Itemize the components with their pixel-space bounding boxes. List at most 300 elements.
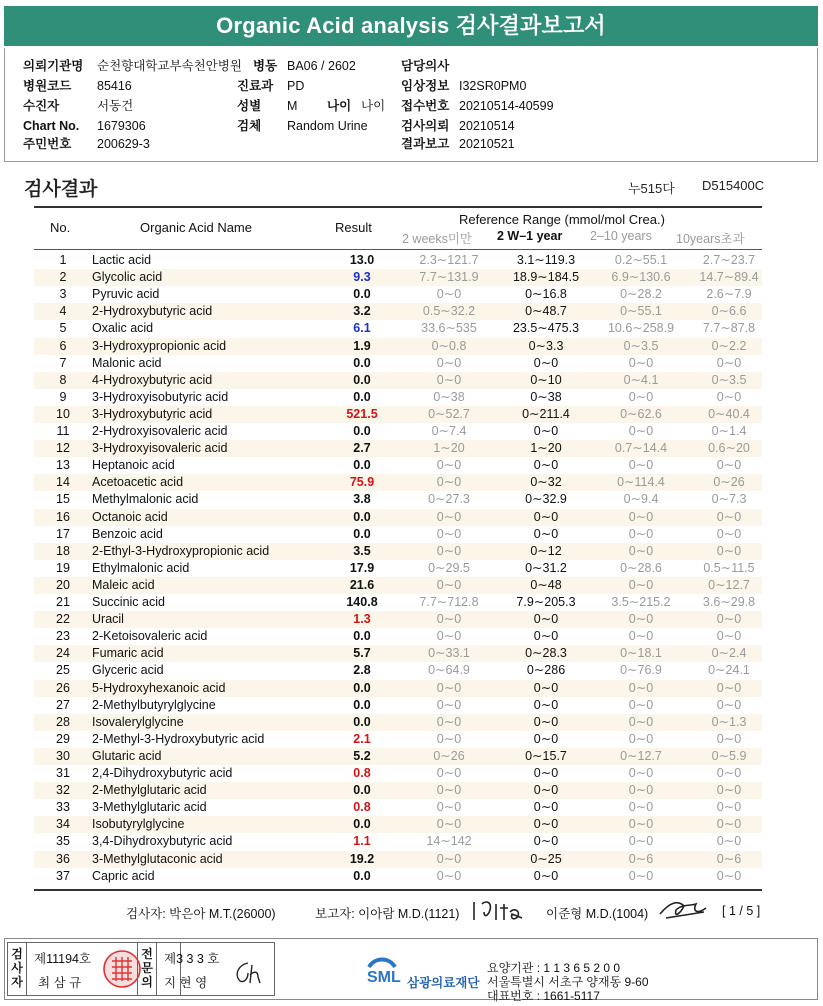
cell-range-2w-1y: 0∼25 xyxy=(530,851,562,866)
cell-acid-name: 2-Hydroxybutyric acid xyxy=(92,304,213,319)
cell-acid-name: Glutaric acid xyxy=(92,748,162,763)
cell-result: 3.5 xyxy=(353,543,371,558)
cell-result: 0.0 xyxy=(353,355,371,370)
cell-range-2-10y: 3.5∼215.2 xyxy=(611,595,671,609)
table-row xyxy=(34,697,762,714)
specimen-label: 검체 xyxy=(237,119,262,133)
cell-range-2-10y: 0∼76.9 xyxy=(620,663,662,678)
cell-range-2-10y: 0∼0 xyxy=(628,355,654,370)
cell-result: 0.0 xyxy=(353,526,371,541)
cell-result: 0.0 xyxy=(353,372,371,387)
cell-range-over-10y: 2.6∼7.9 xyxy=(706,287,752,302)
sex-label: 성별 xyxy=(237,99,262,113)
cell-range-under-2-weeks: 0∼26 xyxy=(433,748,465,763)
cell-range-2-10y: 0.2∼55.1 xyxy=(614,253,668,267)
table-row xyxy=(34,816,762,833)
clinical-info-value: I32SR0PM0 xyxy=(459,79,527,93)
cell-result: 1.1 xyxy=(353,834,371,849)
cell-range-2w-1y: 0∼16.8 xyxy=(525,287,567,302)
cell-no: 31 xyxy=(56,766,70,780)
cell-acid-name: 3,4-Dihydroxybutyric acid xyxy=(92,834,233,849)
cell-acid-name: 2-Methyl-3-Hydroxybutyric acid xyxy=(92,731,265,746)
age-group-3: 2–10 years xyxy=(590,229,652,243)
tester-box-divider xyxy=(26,943,27,995)
table-row xyxy=(34,543,762,560)
cell-range-under-2-weeks: 0∼0 xyxy=(436,697,462,712)
table-row xyxy=(34,286,762,303)
cell-range-under-2-weeks: 0∼0 xyxy=(436,680,462,695)
cell-acid-name: Acetoacetic acid xyxy=(92,475,184,490)
cell-acid-name: Oxalic acid xyxy=(92,321,154,336)
organization-phone: 대표번호 : 1661-5117 xyxy=(487,989,600,1003)
cell-range-under-2-weeks: 0∼29.5 xyxy=(428,560,470,575)
table-row xyxy=(34,320,762,337)
cell-result: 6.1 xyxy=(353,321,371,336)
cell-result: 140.8 xyxy=(346,595,378,609)
table-row xyxy=(34,474,762,491)
cell-range-under-2-weeks: 0∼0 xyxy=(436,458,462,473)
cell-no: 4 xyxy=(59,304,67,319)
cell-range-2-10y: 0.7∼14.4 xyxy=(614,441,668,456)
header-rule xyxy=(34,249,762,250)
cell-range-2-10y: 0∼0 xyxy=(628,868,654,883)
cell-result: 0.0 xyxy=(353,697,371,712)
cell-range-2w-1y: 0∼0 xyxy=(533,697,559,712)
cell-range-over-10y: 0∼2.2 xyxy=(711,338,747,353)
cell-range-over-10y: 0∼0 xyxy=(716,509,742,524)
table-row xyxy=(34,851,762,868)
cell-result: 0.0 xyxy=(353,287,371,302)
cell-range-under-2-weeks: 0∼64.9 xyxy=(428,663,470,678)
cell-range-2w-1y: 0∼0 xyxy=(533,612,559,627)
cell-no: 8 xyxy=(59,372,67,387)
cell-range-2w-1y: 0∼0 xyxy=(533,680,559,695)
reporter-signature: 보고자: 이아람 M.D.(1121) xyxy=(315,907,460,921)
cell-range-2w-1y: 0∼48.7 xyxy=(525,304,567,319)
cell-result: 13.0 xyxy=(349,253,375,267)
cell-range-2w-1y: 0∼31.2 xyxy=(525,560,567,575)
chart-no-value: 1679306 xyxy=(97,119,146,133)
cell-range-under-2-weeks: 0∼27.3 xyxy=(428,492,470,507)
cell-result: 0.0 xyxy=(353,458,371,473)
col-header-name: Organic Acid Name xyxy=(140,220,252,235)
cell-range-under-2-weeks: 0∼0 xyxy=(436,868,462,883)
organization-name: 삼광의료재단 xyxy=(407,976,480,990)
cell-range-2w-1y: 0∼211.4 xyxy=(522,406,570,421)
reference-range-title: Reference Range (mmol/mol Crea.) xyxy=(459,212,665,227)
cell-range-under-2-weeks: 0∼0 xyxy=(436,629,462,644)
cell-range-under-2-weeks: 33.6∼535 xyxy=(421,321,477,336)
cell-range-under-2-weeks: 0∼0 xyxy=(436,526,462,541)
sex-value: M xyxy=(287,99,298,113)
cell-acid-name: Heptanoic acid xyxy=(92,458,175,473)
cell-range-2-10y: 0∼4.1 xyxy=(623,372,659,387)
specialist-license-box xyxy=(137,942,275,996)
cell-range-over-10y: 0∼0 xyxy=(716,783,742,798)
cell-range-2-10y: 0∼62.6 xyxy=(620,406,662,421)
official-seal-icon xyxy=(102,949,142,989)
cell-range-2w-1y: 0∼10 xyxy=(530,372,562,387)
cell-range-2-10y: 0∼0 xyxy=(628,526,654,541)
cell-no: 11 xyxy=(56,424,70,438)
table-row xyxy=(34,560,762,577)
cell-range-over-10y: 0.6∼20 xyxy=(708,441,750,456)
cell-range-2-10y: 0∼0 xyxy=(628,800,654,815)
hospital-code-label: 병원코드 xyxy=(23,79,72,93)
cell-acid-name: 2,4-Dihydroxybutyric acid xyxy=(92,766,233,780)
cell-no: 28 xyxy=(56,714,70,729)
cell-range-2w-1y: 0∼0 xyxy=(533,868,559,883)
cell-range-2w-1y: 23.5∼475.3 xyxy=(512,321,580,336)
cell-result: 0.0 xyxy=(353,509,371,524)
cell-range-under-2-weeks: 0∼52.7 xyxy=(428,406,470,421)
cell-range-over-10y: 0∼26 xyxy=(713,475,745,490)
cell-range-2-10y: 10.6∼258.9 xyxy=(607,321,675,336)
cell-result: 5.7 xyxy=(353,646,371,661)
cell-range-over-10y: 0∼5.9 xyxy=(711,748,747,763)
specialist-vertical-label: 전문의 xyxy=(141,947,153,989)
cell-range-2w-1y: 0∼0 xyxy=(533,509,559,524)
cell-result: 0.0 xyxy=(353,714,371,729)
cell-no: 37 xyxy=(56,868,70,883)
resident-no-label: 주민번호 xyxy=(23,137,72,151)
specialist-box-divider xyxy=(156,943,157,995)
cell-range-under-2-weeks: 0∼0 xyxy=(436,851,462,866)
cell-result: 21.6 xyxy=(349,577,375,592)
cell-range-2w-1y: 7.9∼205.3 xyxy=(516,595,576,609)
cell-range-2w-1y: 0∼32 xyxy=(530,475,562,490)
agency-number: 요양기관 : 1 1 3 6 5 2 0 0 xyxy=(487,961,621,975)
table-row xyxy=(34,491,762,508)
cell-acid-name: Methylmalonic acid xyxy=(92,492,199,507)
cell-acid-name: 3-Hydroxyisobutyric acid xyxy=(92,389,229,404)
cell-acid-name: 2-Methylbutyrylglycine xyxy=(92,697,216,712)
cell-acid-name: Isovalerylglycine xyxy=(92,714,184,729)
cell-no: 3 xyxy=(59,287,67,302)
cell-range-2-10y: 0∼0 xyxy=(628,680,654,695)
cell-range-under-2-weeks: 0.5∼32.2 xyxy=(422,304,476,319)
table-row xyxy=(34,355,762,372)
ward-label: 병동 xyxy=(253,59,278,73)
cell-range-2-10y: 0∼55.1 xyxy=(620,304,662,319)
cell-no: 24 xyxy=(56,646,70,661)
cell-range-under-2-weeks: 0∼0 xyxy=(436,475,462,490)
clinical-info-label: 임상정보 xyxy=(401,79,450,93)
table-row xyxy=(34,389,762,406)
cell-no: 1 xyxy=(59,253,67,267)
cell-range-under-2-weeks: 0∼0 xyxy=(436,731,462,746)
age-group-2: 2 W–1 year xyxy=(497,229,563,243)
patient-value: 서동건 xyxy=(97,99,134,113)
cell-range-2w-1y: 0∼38 xyxy=(530,389,562,404)
cell-result: 0.8 xyxy=(353,800,371,815)
cell-range-under-2-weeks: 0∼0 xyxy=(436,783,462,798)
cell-no: 27 xyxy=(56,697,70,712)
sml-logo-text: SML xyxy=(367,969,401,986)
cell-acid-name: 3-Hydroxybutyric acid xyxy=(92,406,213,421)
cell-range-under-2-weeks: 0∼0 xyxy=(436,372,462,387)
cell-no: 34 xyxy=(56,817,70,832)
cell-acid-name: 5-Hydroxyhexanoic acid xyxy=(92,680,226,695)
cell-range-2-10y: 0∼3.5 xyxy=(623,338,659,353)
report-page xyxy=(4,6,818,1002)
doctor-label: 담당의사 xyxy=(401,59,450,73)
cell-range-2w-1y: 1∼20 xyxy=(530,441,562,456)
cell-range-2w-1y: 0∼0 xyxy=(533,714,559,729)
cell-range-2w-1y: 0∼0 xyxy=(533,424,559,438)
cell-no: 35 xyxy=(56,834,70,849)
cell-acid-name: 3-Hydroxyisovaleric acid xyxy=(92,441,228,456)
cell-range-2-10y: 0∼0 xyxy=(628,714,654,729)
table-row xyxy=(34,833,762,850)
institution-label: 의뢰기관명 xyxy=(23,59,84,73)
cell-result: 17.9 xyxy=(349,560,375,575)
cell-range-2w-1y: 0∼15.7 xyxy=(525,748,567,763)
cell-range-under-2-weeks: 0∼0 xyxy=(436,287,462,302)
cell-acid-name: Uracil xyxy=(92,612,124,627)
report-title: Organic Acid analysis 검사결과보고서 xyxy=(4,6,818,46)
cell-no: 2 xyxy=(59,270,67,285)
table-row xyxy=(34,526,762,543)
table-row xyxy=(34,662,762,679)
cell-range-over-10y: 0∼3.5 xyxy=(711,372,747,387)
cell-range-under-2-weeks: 0∼0 xyxy=(436,509,462,524)
patient-info-box xyxy=(4,48,818,162)
cell-no: 19 xyxy=(56,560,70,575)
reporter2-handwritten-signature xyxy=(656,896,714,922)
cell-range-2-10y: 0∼0 xyxy=(628,424,654,438)
cell-no: 33 xyxy=(56,800,70,815)
cell-acid-name: 2-Hydroxyisovaleric acid xyxy=(92,424,228,438)
cell-range-2-10y: 0∼9.4 xyxy=(623,492,659,507)
cell-range-2w-1y: 0∼48 xyxy=(530,577,562,592)
age-group-1: 2 weeks미만 xyxy=(402,232,473,246)
receipt-no-label: 접수번호 xyxy=(401,99,450,113)
cell-acid-name: 2-Ketoisovaleric acid xyxy=(92,629,208,644)
cell-range-over-10y: 0∼40.4 xyxy=(708,406,750,421)
cell-range-over-10y: 14.7∼89.4 xyxy=(699,270,759,285)
cell-range-2-10y: 0∼0 xyxy=(628,577,654,592)
cell-range-2w-1y: 0∼0 xyxy=(533,783,559,798)
cell-range-2-10y: 0∼0 xyxy=(628,389,654,404)
cell-range-2w-1y: 0∼12 xyxy=(530,543,562,558)
page-indicator: [ 1 / 5 ] xyxy=(722,904,761,918)
cell-range-2-10y: 0∼0 xyxy=(628,543,654,558)
cell-range-under-2-weeks: 0∼0 xyxy=(436,355,462,370)
cell-range-2-10y: 0∼6 xyxy=(628,851,654,866)
age-group-4: 10years초과 xyxy=(676,232,745,246)
cell-no: 25 xyxy=(56,663,70,678)
cell-range-over-10y: 0∼0 xyxy=(716,766,742,780)
cell-range-2-10y: 0∼12.7 xyxy=(620,748,662,763)
cell-range-over-10y: 0∼0 xyxy=(716,355,742,370)
cell-acid-name: Malonic acid xyxy=(92,355,162,370)
receipt-no-value: 20210514-40599 xyxy=(459,99,554,113)
cell-range-over-10y: 7.7∼87.8 xyxy=(702,321,756,336)
cell-no: 17 xyxy=(56,526,70,541)
table-row xyxy=(34,868,762,885)
age-label: 나이 xyxy=(327,99,352,113)
cell-acid-name: Fumaric acid xyxy=(92,646,164,661)
request-date-label: 검사의뢰 xyxy=(401,119,450,133)
specialist-license-no: 제3 3 3 호 xyxy=(164,952,220,966)
cell-result: 1.9 xyxy=(353,338,371,353)
cell-result: 0.0 xyxy=(353,424,371,438)
cell-range-2w-1y: 0∼28.3 xyxy=(525,646,567,661)
cell-range-2w-1y: 0∼0 xyxy=(533,629,559,644)
cell-result: 0.0 xyxy=(353,680,371,695)
cell-range-over-10y: 0∼0 xyxy=(716,868,742,883)
cell-no: 32 xyxy=(56,783,70,798)
cell-acid-name: 3-Hydroxypropionic acid xyxy=(92,338,227,353)
institution-value: 순천향대학교부속천안병원 xyxy=(97,59,242,73)
table-row xyxy=(34,748,762,765)
table-row xyxy=(34,628,762,645)
cell-range-over-10y: 0∼0 xyxy=(716,697,742,712)
cell-acid-name: Succinic acid xyxy=(92,595,165,609)
table-row xyxy=(34,252,762,269)
cell-result: 521.5 xyxy=(346,406,378,421)
cell-no: 16 xyxy=(56,509,70,524)
cell-result: 0.0 xyxy=(353,817,371,832)
table-row xyxy=(34,714,762,731)
cell-acid-name: 3-Methylglutaconic acid xyxy=(92,851,223,866)
cell-range-over-10y: 0∼0 xyxy=(716,612,742,627)
cell-range-under-2-weeks: 0∼0 xyxy=(436,577,462,592)
cell-range-2w-1y: 0∼0 xyxy=(533,834,559,849)
cell-range-2-10y: 0∼28.2 xyxy=(620,287,662,302)
cell-range-2w-1y: 0∼32.9 xyxy=(525,492,567,507)
cell-range-over-10y: 0∼0 xyxy=(716,834,742,849)
cell-range-over-10y: 0∼0 xyxy=(716,817,742,832)
cell-range-under-2-weeks: 0∼0 xyxy=(436,714,462,729)
ward-value: BA06 / 2602 xyxy=(287,59,356,73)
cell-range-2-10y: 6.9∼130.6 xyxy=(611,270,671,285)
cell-range-2-10y: 0∼0 xyxy=(628,629,654,644)
resident-no-value: 200629-3 xyxy=(97,137,150,151)
table-row xyxy=(34,440,762,457)
cell-range-2-10y: 0∼0 xyxy=(628,458,654,473)
cell-no: 12 xyxy=(56,441,70,456)
table-row xyxy=(34,611,762,628)
cell-range-over-10y: 0∼0 xyxy=(716,731,742,746)
table-row xyxy=(34,782,762,799)
cell-result: 19.2 xyxy=(349,851,375,866)
cell-range-over-10y: 0∼2.4 xyxy=(711,646,747,661)
cell-acid-name: 4-Hydroxybutyric acid xyxy=(92,372,213,387)
cell-range-2-10y: 0∼0 xyxy=(628,783,654,798)
specialist-license-name: 지 현 영 xyxy=(164,976,208,990)
cell-acid-name: Ethylmalonic acid xyxy=(92,560,190,575)
cell-no: 22 xyxy=(56,612,70,627)
cell-range-over-10y: 0∼0 xyxy=(716,629,742,644)
cell-range-under-2-weeks: 7.7∼131.9 xyxy=(419,270,479,285)
cell-range-2w-1y: 0∼0 xyxy=(533,800,559,815)
specialist-handwritten-signature xyxy=(230,959,264,987)
cell-no: 20 xyxy=(56,577,70,592)
cell-acid-name: Glycolic acid xyxy=(92,270,163,285)
cell-range-under-2-weeks: 1∼20 xyxy=(433,441,465,456)
cell-range-under-2-weeks: 0∼0 xyxy=(436,766,462,780)
cell-no: 14 xyxy=(56,475,70,490)
cell-range-over-10y: 0∼6 xyxy=(716,851,742,866)
cell-no: 6 xyxy=(59,338,67,353)
table-row xyxy=(34,577,762,594)
cell-range-under-2-weeks: 0∼0 xyxy=(436,543,462,558)
cell-range-2w-1y: 0∼286 xyxy=(526,663,566,678)
table-row xyxy=(34,372,762,389)
request-date-value: 20210514 xyxy=(459,119,515,133)
cell-acid-name: Octanoic acid xyxy=(92,509,168,524)
cell-range-under-2-weeks: 2.3∼121.7 xyxy=(419,253,479,267)
cell-no: 15 xyxy=(56,492,70,507)
department-value: PD xyxy=(287,79,305,93)
cell-acid-name: Lactic acid xyxy=(92,253,152,267)
cell-result: 0.0 xyxy=(353,783,371,798)
cell-range-under-2-weeks: 0∼0 xyxy=(436,817,462,832)
cell-range-2-10y: 0∼0 xyxy=(628,731,654,746)
table-row xyxy=(34,731,762,748)
cell-result: 0.8 xyxy=(353,766,371,780)
table-bottom-rule xyxy=(34,889,762,891)
age-value: 나이 xyxy=(361,99,386,113)
tester-license-name: 최 삼 규 xyxy=(38,976,82,990)
table-row xyxy=(34,269,762,286)
cell-range-over-10y: 0∼0 xyxy=(716,543,742,558)
department-label: 진료과 xyxy=(237,79,274,93)
cell-range-over-10y: 0∼0 xyxy=(716,526,742,541)
cell-range-2-10y: 0∼0 xyxy=(628,766,654,780)
cell-range-under-2-weeks: 0∼0 xyxy=(436,800,462,815)
table-row xyxy=(34,338,762,355)
cell-range-over-10y: 0∼0 xyxy=(716,800,742,815)
cell-result: 1.3 xyxy=(353,612,371,627)
cell-result: 3.2 xyxy=(353,304,371,319)
cell-no: 23 xyxy=(56,629,70,644)
cell-range-over-10y: 2.7∼23.7 xyxy=(702,253,756,267)
organization-address: 서울특별시 서초구 양재동 9-60 xyxy=(487,975,649,989)
cell-range-2w-1y: 0∼3.3 xyxy=(528,338,564,353)
cell-range-under-2-weeks: 7.7∼712.8 xyxy=(419,595,479,609)
hospital-code-value: 85416 xyxy=(97,79,132,93)
cell-range-under-2-weeks: 14∼142 xyxy=(426,834,472,849)
test-code: D515400C xyxy=(702,178,765,193)
cell-no: 29 xyxy=(56,731,70,746)
table-row xyxy=(34,765,762,782)
table-row xyxy=(34,509,762,526)
table-row xyxy=(34,423,762,440)
cell-acid-name: 2-Methylglutaric acid xyxy=(92,783,207,798)
cell-range-under-2-weeks: 0∼38 xyxy=(433,389,465,404)
cell-range-over-10y: 0∼12.7 xyxy=(708,577,750,592)
cell-no: 26 xyxy=(56,680,70,695)
cell-result: 2.8 xyxy=(353,663,371,678)
cell-range-over-10y: 3.6∼29.8 xyxy=(702,595,756,609)
cell-acid-name: Capric acid xyxy=(92,868,155,883)
table-row xyxy=(34,457,762,474)
cell-range-under-2-weeks: 0∼0 xyxy=(436,612,462,627)
cell-no: 30 xyxy=(56,748,70,763)
cell-result: 0.0 xyxy=(353,629,371,644)
cell-range-2-10y: 0∼0 xyxy=(628,509,654,524)
cell-result: 3.8 xyxy=(353,492,371,507)
tester-signature: 검사자: 박은아 M.T.(26000) xyxy=(126,907,276,921)
cell-range-2-10y: 0∼0 xyxy=(628,697,654,712)
cell-result: 0.0 xyxy=(353,868,371,883)
cell-range-2-10y: 0∼114.4 xyxy=(617,475,665,490)
cell-result: 2.7 xyxy=(353,441,371,456)
cell-result: 2.1 xyxy=(353,731,371,746)
